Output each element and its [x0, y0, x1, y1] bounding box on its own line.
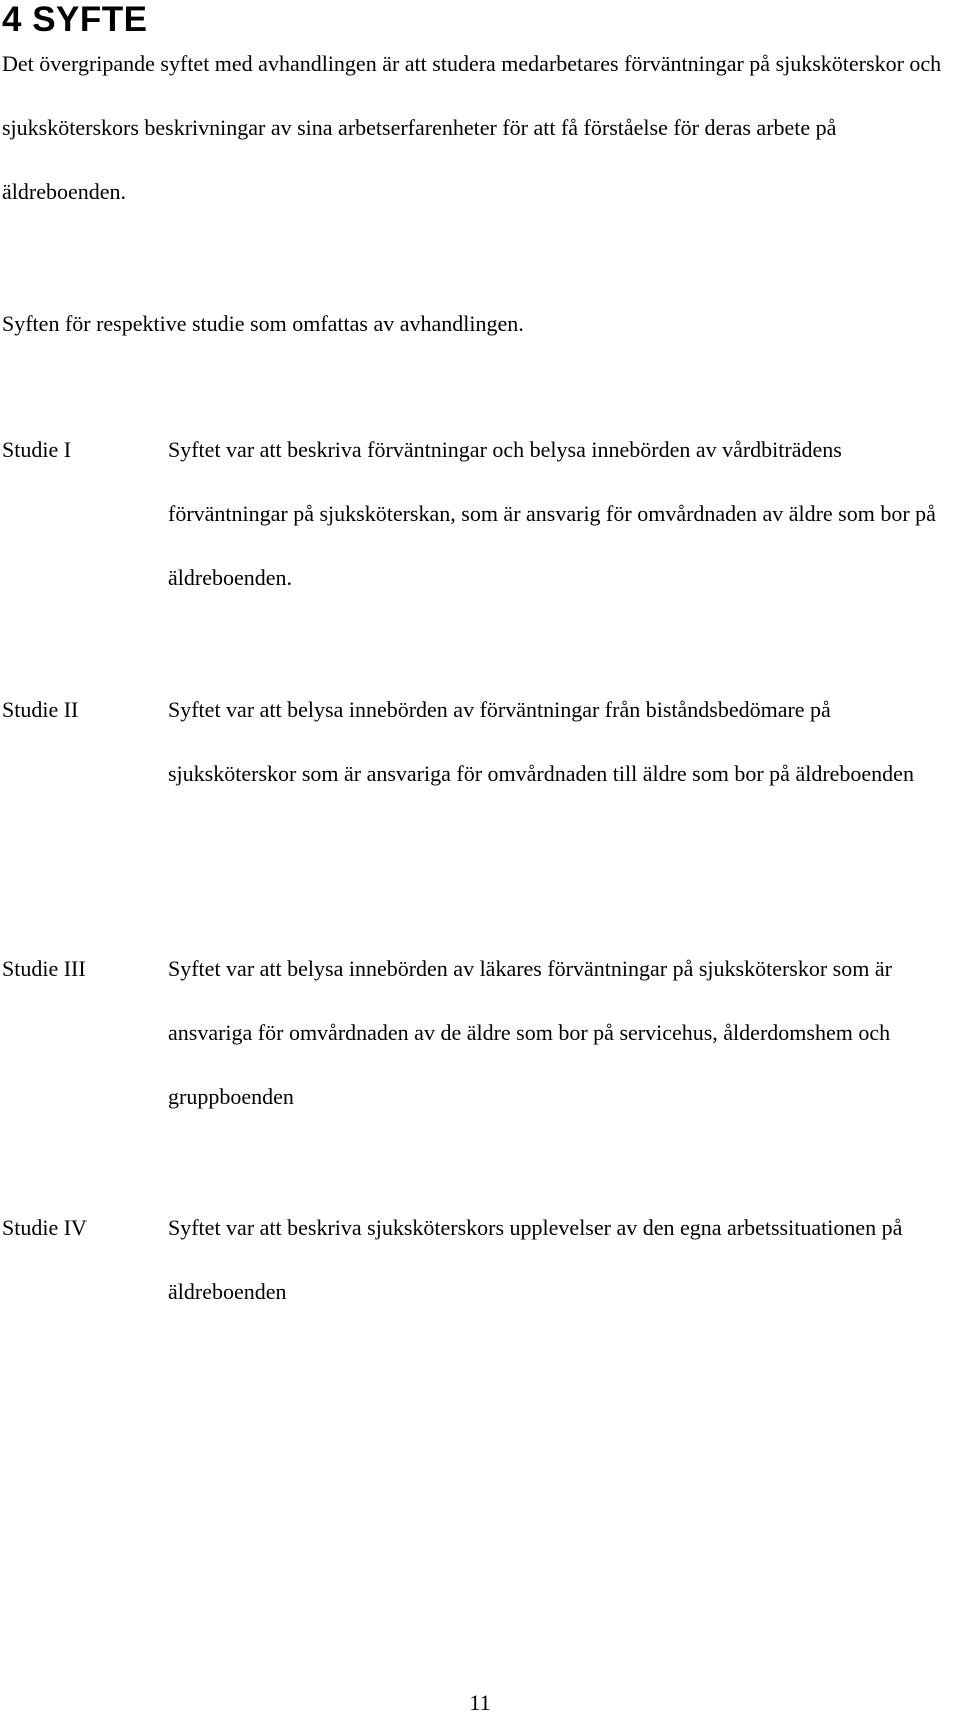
study-label: Studie III	[2, 956, 86, 981]
study-label: Studie IV	[2, 1215, 87, 1240]
studies-intro: Syften för respektive studie som omfattas av avhandlingen.	[2, 311, 524, 336]
study-text: Syftet var att beskriva sjuksköterskors upplevelser av den egna arbetssituationen på äldreboenden	[168, 1215, 903, 1304]
study-text: Syftet var att belysa innebörden av förväntningar från biståndsbedömare på sjuksköterskor som är ansvariga för omvårdnaden till äldre som bor på äldreboenden	[168, 697, 914, 786]
study-label: Studie I	[2, 437, 72, 462]
section-heading: 4 SYFTE	[2, 0, 148, 39]
study-text: Syftet var att beskriva förväntningar och belysa innebörden av vårdbiträdens förväntningar på sjuksköterskan, som är ansvarig för omvårdnaden av äldre som bor på äldreboenden.	[168, 437, 936, 590]
page-number: 11	[469, 1690, 491, 1715]
study-label: Studie II	[2, 697, 79, 722]
study-text: Syftet var att belysa innebörden av läkares förväntningar på sjuksköterskor som är ansvariga för omvårdnaden av de äldre som bor på servicehus, ålderdomshem och gruppboenden	[168, 956, 892, 1109]
intro-paragraph: Det övergripande syftet med avhandlingen är att studera medarbetares förväntningar på sjuksköterskor och sjuksköterskors beskrivningar av sina arbetserfarenheter för att få förståelse för deras arbete på äldreboenden.	[2, 51, 942, 204]
